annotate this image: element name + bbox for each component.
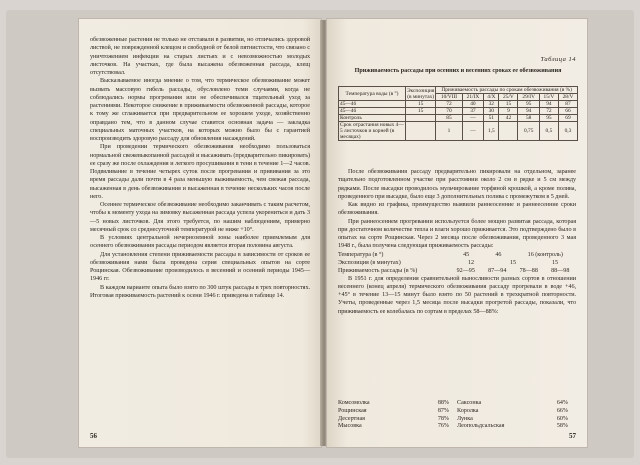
variety-pct: 88% [437,400,449,406]
kv-value: 78—88 [519,267,538,274]
variety-pct: 78% [437,415,449,422]
table-cell: 85 [436,115,462,122]
table-cell: 72 [436,101,462,108]
table-row [339,108,578,115]
table-cell: 66 [558,108,577,115]
paragraph: Как видно из графика, преимущество выявили раннеосенние и раннеесенние сроки обезвоживания. [338,201,576,217]
variety-name: Десертная [338,415,365,422]
variety-pct: 87% [437,407,449,414]
table-cell [499,122,518,141]
table-cell: 0,75 [518,122,539,141]
table-cell: 0,3 [558,122,577,141]
table-cell: 1,5 [484,122,499,141]
table-cell: 37 [462,108,483,115]
table-cell: 42 [499,115,518,122]
table-cell: 40 [462,101,483,108]
paragraph: Осеннее термическое обезвоживание необходимо заканчивать с таким расчетом, чтобы к моменту ухода на зимовку высаженная рассада успела укорениться и дать 3—5 новых листочков. Для этого требуется, по нашим наблюдениям, примерно месячный срок со среднесуточной температурой не ниже +10°. [90,201,310,233]
table-header-date: 21/IX [462,94,483,101]
paragraph: При проведении термического обезвоживания необходимо пользоваться нормальной свежевыкопанной рассадой и высаживать (предварительно пикировать) ее сразу же после охлаждения и легкого просушивания в тени в течение 1—2 часов. Подвяливание в течение четырех суток после прогревания и прививания за это время рассады дали почти в 4 раза меньшую выживаемость, чем свежая рассада, высаженная в день обезвоживания и высаженная в течение нескольких часов после него. [90,143,310,200]
variety-name: Рощинская [338,407,367,414]
table-label: Таблица 14 [540,56,576,63]
table-cell: 58 [518,115,539,122]
table-cell: 51 [484,115,499,122]
paragraph: обезвоженные растения не только не отставали в развитии, но отличались здоровой листвой, не поврежденной клещом и свободной от белой пятнистости, что связано с уничтожением инфекции на старых листьях и с невозможностью молодых листочков. На участках, где была высажена обезвоженная рассада, клещ отсутствовал. [90,36,310,76]
table-title: Приживаемость рассады при осенних и весенних сроках ее обезвоживания [354,68,562,74]
table-cell: Контроль [339,115,406,122]
varieties-column [457,400,576,431]
varieties-column [338,400,457,431]
kv-values [450,251,576,259]
table-cell: — [462,115,483,122]
kv-key: Приживаемость рассады (в %) [338,267,418,274]
left-text-block [90,36,310,300]
table-cell [406,122,436,141]
table-cell: 0,5 [539,122,558,141]
variety-name: Саксонка [457,400,482,406]
variety-pct: 60% [556,415,568,422]
left-page [78,18,322,448]
paragraph: При раннеосеннем прогревании используется более мощно развитая рассада, которая при достаточном количестве тепла и влаги хорошо приживается. Это подтверждено было в опытах на сорте Рощинская. Через 2 месяца после обезвоживания, проведенного 3 мая 1948 г., была получена следующая приживаемость рассады: [338,217,576,250]
list-item [338,423,457,431]
varieties-list [338,400,576,431]
table-cell: 94 [518,108,539,115]
variety-pct: 66% [556,407,568,414]
page-number-right: 57 [569,432,576,440]
paragraph: В 1951 г. для определения сравнительной выносливости разных сортов в отношении весеннего (конец апреля) термического обезвоживания рассаду прогревали в воде +46, +45° в течение 13—15 минут было взято по 50 растений в трехкратной повторности. Учеты, проведенные через 1,5 месяца после высадки прогретой рассады, показали, что приживаемость ее колебалась по сортам в пределах 58—88%: [338,274,576,315]
table-cell: 9 [499,108,518,115]
table-header-temp: Температура воды (в °) [339,87,406,101]
list-item [338,400,457,408]
variety-pct: 58% [556,423,568,430]
table-row [339,115,578,122]
paragraph: После обезвоживания рассаду предварительно пикировали на отдельном, заранее тщательно подготовленном участке при расстоянии около 2 см в рядке и 5 см между рядками. После высадки проводилось мульчирование торфяной крошкой, а кроме полива, проведенного при высадке, было еще 3 дополнительных полива с промежутком в 5 дней. [338,168,576,200]
paragraph: Для установления степени приживаемости рассады в зависимости от сроков ее обезвоживания нами была проведена серия специальных опытов на сорте Рощинская. Обезвоживание производилось в весенний и осенний периоды 1945—1946 гг. [90,250,310,283]
kv-value: 88—98 [551,267,570,274]
table-header-date: 15/V [539,94,558,101]
table-cell: 87 [558,101,577,108]
table-cell: 45—46 [339,101,406,108]
table-cell: 15 [406,101,436,108]
variety-name: Комсомолка [338,400,370,406]
data-table [338,86,578,141]
variety-pct: 76% [437,423,449,430]
variety-name: Леопольдсальская [457,423,505,430]
paragraph: В каждом варианте опыта было взято по 300 штук рассады в трех повторностях. Итоговая приживаемость растений к осени 1946 г. приведена в таблице 14. [90,283,310,299]
kv-key: Экспозиция (в минутах) [338,259,401,266]
table-cell: 32 [484,101,499,108]
right-page [326,18,588,448]
kv-value: 15 [509,259,517,266]
kv-row [338,251,576,259]
kv-row [338,267,576,275]
table-cell [406,115,436,122]
table-cell: 69 [558,115,577,122]
table-cell: — [462,122,483,141]
list-item [338,416,457,424]
table-cell: 94 [539,101,558,108]
kv-value: 12 [467,259,475,266]
kv-values [450,267,576,275]
paragraph: В условиях центральной нечерноземной зоны наиболее приемлемым для осеннего обезвоживания рассады периодом является вторая половина августа. [90,234,310,250]
table-header-date: 25/V [499,94,518,101]
page-number-left: 56 [90,432,97,440]
table-header-date: 28/V [558,94,577,101]
paragraph: Высказываемое иногда мнение о том, что термическое обезвоживание может вызвать массовую гибель рассады, обусловлено теми случаями, когда не соблюдались нормы прогревания или не обеспечивался тщательный уход за растениями. Некоторое снижение в приживаемости обезвоженной рассады, которое к тому же сглаживается при предварительном ее хорошем уходе, хозяйственно оправдано тем, что в данном случае ставится основная задача — закладка специальных маточных участков, на которых можно было бы с гарантией воспроизводить здоровую рассаду для обновления насаждений. [90,77,310,142]
table-row [339,101,578,108]
kv-value: 87—94 [488,267,507,274]
table-header-date: 29/IV [518,94,539,101]
table-header-exposure: Экспозиция (в минутах) [407,87,435,100]
list-item [457,423,576,431]
right-text-block [338,168,576,316]
table-cell: Срок отрастания новых 4—5 листочков и корней (в месяцах) [340,122,404,140]
table-cell: 95 [539,115,558,122]
kv-value: 92—95 [456,267,475,274]
table-cell: 15 [499,101,518,108]
table-header-group: Приживаемость рассады по срокам обезвоживания (в %) [436,87,578,94]
kv-value: 46 [495,251,502,258]
table-cell: 1 [436,122,462,141]
variety-name: Лунка [457,415,473,422]
table-cell: 30 [484,108,499,115]
kv-value: 16 (контроль) [527,251,563,258]
book-spread [6,10,634,458]
list-item [338,408,457,416]
variety-name: Мысовка [338,423,362,430]
list-item [457,400,576,408]
kv-row [338,259,576,267]
table-cell: 15 [406,108,436,115]
kv-values [450,259,576,267]
list-item [457,408,576,416]
kv-key: Температура (в °) [338,251,384,258]
table-cell: 95 [518,101,539,108]
table-cell: 45—46 [339,108,406,115]
variety-name: Королка [457,407,479,414]
list-item [457,416,576,424]
kv-value: 45 [463,251,470,258]
table-row [339,122,578,141]
table-cell: 72 [539,108,558,115]
table-cell: 70 [436,108,462,115]
table-header-date: 4/X [484,94,499,101]
table-header-date: 10/VIII [436,94,462,101]
kv-value: 15 [551,259,559,266]
variety-pct: 64% [556,400,568,406]
